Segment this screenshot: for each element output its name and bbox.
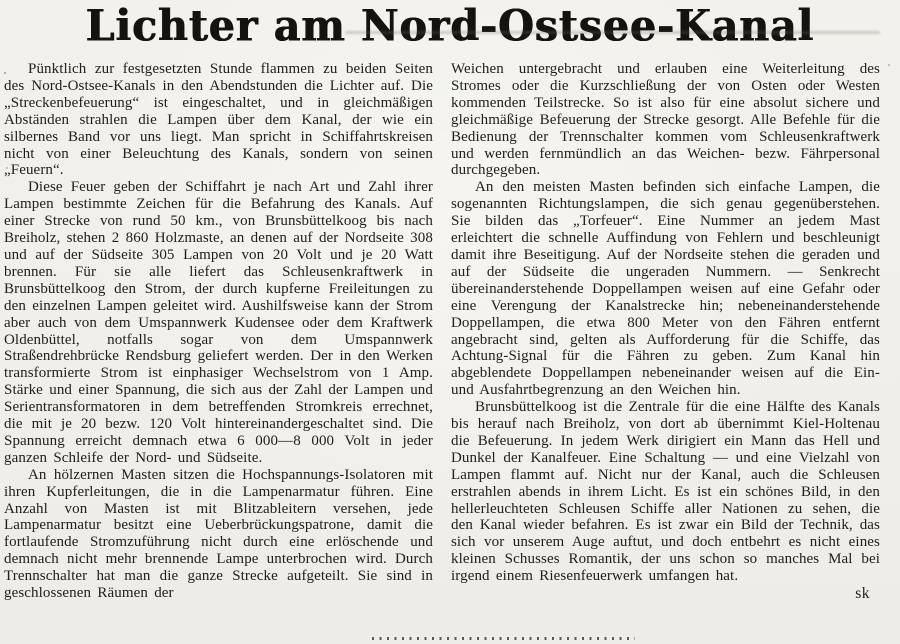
paragraph: Weichen untergebracht und erlauben eine Weiterleitung des Stromes oder die Kurzschließung der von Osten oder Westen kommenden Teilstrecke. So ist also für eine absolut sichere und gleichmäßige Befeuerung der Strecke gesorgt. Alle Befehle für die Bedienung der Trennschalter kommen vom Schleusenkraftwerk und werden fernmündlich an das Weichen- bezw. Fährpersonal durchgegeben. [451,61,880,179]
paragraph: Diese Feuer geben der Schiffahrt je nach Art und Zahl ihrer Lampen bestimmte Zeichen für die Befahrung des Kanals. Auf einer Strecke von rund 50 km., von Brunsbüttelkoog bis nach Breiholz, stehen 2 860 Holzmaste, an denen auf der Nordseite 308 und auf der Südseite 305 Lampen von 20 Volt und je 20 Watt brennen. Für sie alle liefert das Schleusenkraftwerk in Brunsbüttelkoog den Strom, der durch kupferne Freileitungen zu den einzelnen Lampen geleitet wird. Aushilfsweise kann der Strom aber auch von dem Umspannwerk Kudensee oder dem Kraftwerk Oldenbüttel, notfalls sogar von dem Umspannwerk Straßendrehbrücke Rendsburg geliefert werden. Der in den Werken transformierte Strom ist einphasiger Wechselstrom von 1 Amp. Stärke und einer Spannung, die sich aus der Zahl der Lampen und Serientransformatoren in dem betreffenden Stromkreis errechnet, die mit je 20 bezw. 120 Volt hintereinandergeschaltet sind. Die Spannung erreicht demnach etwa 6 000—8 000 Volt in jeder ganzen Schleife der Nord- und Südseite. [4,179,433,466]
paragraph: An hölzernen Masten sitzen die Hochspannungs-Isolatoren mit ihren Kupferleitungen, die in die Lampenarmatur führen. Eine Anzahl von Masten ist mit Blitzableitern versehen, jede Lampenarmatur besitzt eine Ueberbrückungspatrone, damit die fortlaufende Stromzuführung nicht durch eine erlöschende und demnach nicht mehr brennende Lampe unterbrochen wird. Durch Trennschalter hat man die ganze Strecke aufgeteilt. Sie sind in geschlossenen Räumen der [4,466,433,602]
dotted-separator-line [372,637,635,640]
scan-streak-artifact [345,31,880,34]
scan-speck-artifact [4,72,6,74]
column-right [451,61,880,644]
article-masthead [0,0,900,58]
column-left [4,61,433,644]
article-title: Lichter am Nord-Ostsee-Kanal [85,1,815,52]
paragraph: Pünktlich zur festgesetzten Stunde flammen zu beiden Seiten des Nord-Ostsee-Kanals in den Abendstunden die Lichter auf. Die „Streckenbefeuerung“ ist eingeschaltet, und in gleichmäßigen Abständen strahlen die Lampen über dem Kanal, der wie ein silbernes Band vor uns liegt. Man spricht in Schiffahrtskreisen nicht von einer Beleuchtung des Kanals, sondern von seinen „Feuern“. [4,61,433,179]
author-signature: sk [855,585,870,603]
paragraph: Brunsbüttelkoog ist die Zentrale für die eine Hälfte des Kanals bis herauf nach Breiholz, von dort ab übernimmt Kiel-Holtenau die Befeuerung. In jedem Werk dirigiert ein Mann das Hell und Dunkel der Kanalfeuer. Eine Schaltung — und eine Vielzahl von Lampen flammt auf. Nicht nur der Kanal, auch die Schleusen erstrahlen abends in ihrem Licht. Es ist ein schönes Bild, in den hellerleuchteten Schleusen Schiffe aller Nationen zu sehen, die den Kanal wieder befahren. Es ist zwar ein Bild der Technik, das sich vor unserem Auge auftut, und doch entbehrt es nicht eines kleinen Schusses Romantik, der uns schon so manches Mal bei irgend einem Riesenfeuerwerk umfangen hat. [451,399,880,585]
paragraph: An den meisten Masten befinden sich einfache Lampen, die sogenannten Richtungslampen, die sich genau gegenüberstehen. Sie bilden das „Torfeuer“. Eine Nummer an jedem Mast erleichtert die schnelle Auffindung von Fehlern und beschleunigt damit ihre Beseitigung. Auf der Nordseite stehen die geraden und auf der Südseite die ungeraden Nummern. — Senkrecht übereinanderstehende Doppellampen weisen auf eine Gefahr oder eine Verengung der Kanalstrecke hin; nebeneinanderstehende Doppellampen, die etwa 800 Meter von den Fähren entfernt angebracht sind, gelten als Aufforderung für die Schiffe, das Achtung-Signal für die Fähren zu geben. Zum Kanal hin abgeblendete Doppellampen nebeneinander weisen auf die Ein- und Ausfahrtbegrenzung an den Weichen hin. [451,179,880,399]
article-body [0,59,900,644]
